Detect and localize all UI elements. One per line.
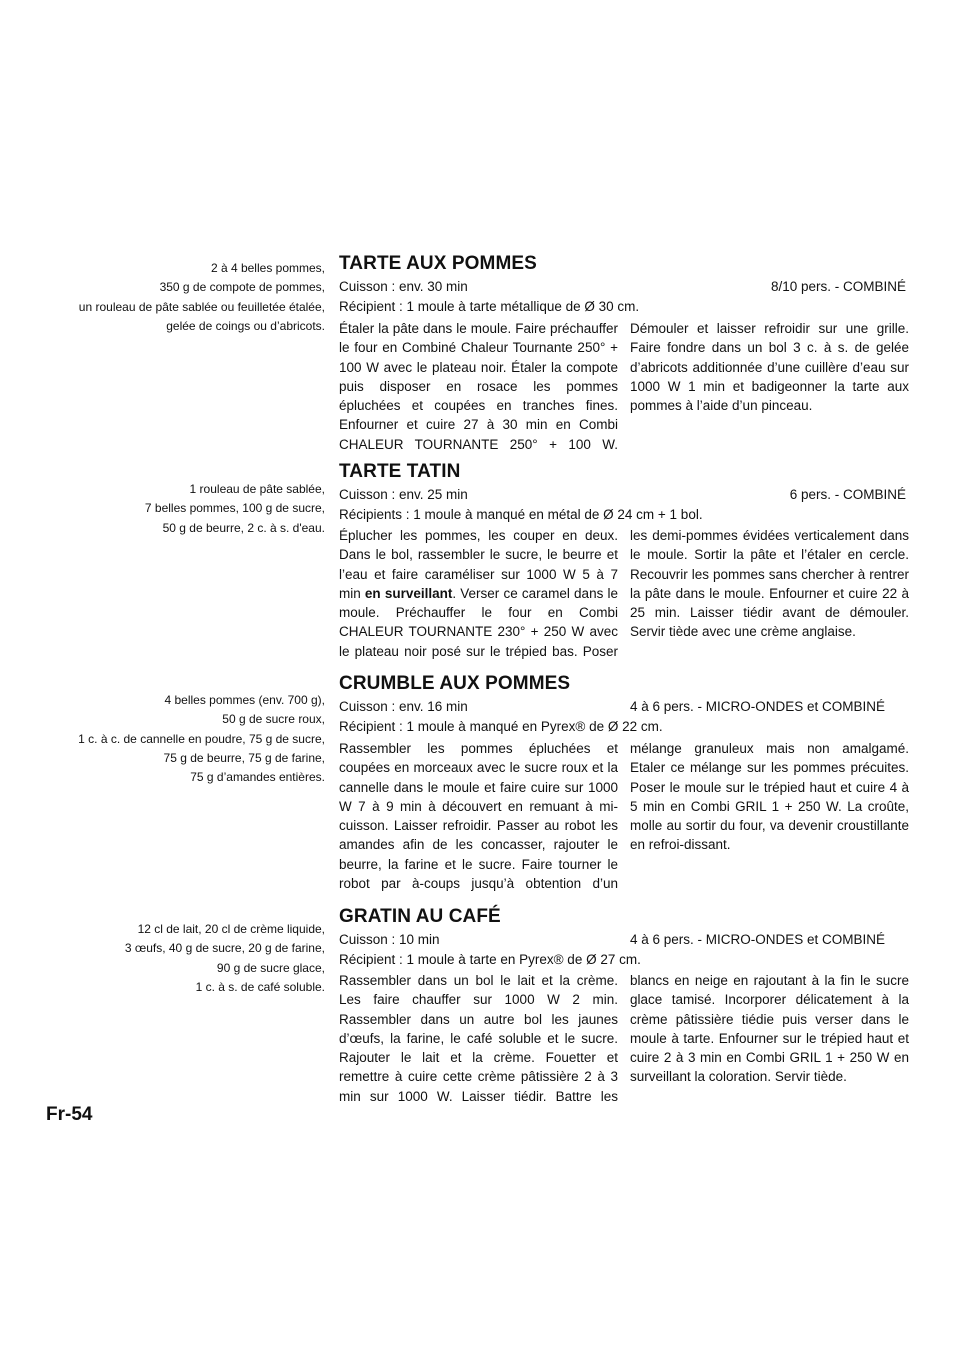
recipe-title: CRUMBLE AUX POMMES <box>339 673 571 694</box>
container-info: Récipient : 1 moule à manqué en Pyrex® de Ø 22 cm. <box>339 719 663 734</box>
container-info: Récipient : 1 moule à tarte métallique de Ø 30 cm. <box>339 299 640 314</box>
recipe-meta <box>339 930 906 970</box>
ingredient-line: 1 c. à s. de café soluble. <box>195 979 325 994</box>
container-info: Récipient : 1 moule à tarte en Pyrex® de Ø 27 cm. <box>339 952 641 967</box>
ingredient-line: un rouleau de pâte sablée ou feuilletée étalée, <box>78 299 325 314</box>
recipe-instructions <box>339 971 909 1107</box>
instructions-text-continued: . Verser ce caramel dans le moule. Préchauffer le four en Combi CHALEUR TOURNANTE 230° + 250 W avec le plateau noir posé sur le trépied bas. Poser les demi-pommes évidées verticalement dans le moule. Sortir la pâte et l’étaler en cercle. Recouvrir les pommes sans chercher à rentrer la pâte dans le moule. Enfourner et cuire 22 à 25 min. Laisser tiédir avant de démouler. Servir tiède avec une crème anglaise. <box>339 528 909 659</box>
page-number: Fr-54 <box>46 1104 93 1125</box>
ingredients-list <box>25 920 325 997</box>
cooking-time: Cuisson : 10 min <box>339 932 440 947</box>
cooking-time: Cuisson : env. 16 min <box>339 699 468 714</box>
ingredient-line: 75 g d’amandes entières. <box>190 770 325 785</box>
instructions-text: Rassembler dans un bol le lait et la crème. Les faire chauffer sur 1000 W 2 min. Rassembler dans un autre bol les jaunes d’œufs, la farine, le café soluble et le sucre. Rajouter le lait et la crème. Fouetter et remettre à cuire cette crème pâtissière 2 à 3 min sur 1000 W. Laisser tiédir. Battre les blancs en neige en rajoutant à la fin le sucre glace tamisé. Incorporer délicatement à la crème pâtissière tiédie puis verser dans le moule à tarte. Enfourner sur le trépied haut et cuire 2 à 3 min en Combi GRIL 1 + 250 W en surveillant la coloration. Servir tiède. <box>339 973 909 1104</box>
ingredient-line: 12 cl de lait, 20 cl de crème liquide, <box>137 922 325 936</box>
ingredient-line: 7 belles pommes, 100 g de sucre, <box>144 501 325 516</box>
recipe-meta <box>339 485 906 525</box>
emphasis-text: en surveillant <box>364 585 453 601</box>
ingredient-line: 50 g de beurre, 2 c. à s. d'eau. <box>162 520 325 535</box>
recipe-title: GRATIN AU CAFÉ <box>339 906 501 927</box>
recipe-meta <box>339 697 906 737</box>
ingredient-line: 4 belles pommes (env. 700 g), <box>164 693 325 707</box>
ingredients-list <box>25 691 325 787</box>
ingredients-list <box>25 259 325 336</box>
instructions-text: Éplucher les pommes, les couper en deux. Dans le bol, rassembler le sucre, le beurre et l’eau et faire caraméliser sur 1000 W 5 à 7 min <box>339 528 618 601</box>
instructions-text: Étaler la pâte dans le moule. Faire préchauffer le four en Combiné Chaleur Tournante 250° + 100 W avec le plateau noir. Étaler la compote puis disposer en rosace les pommes épluchées et coupées en tranches fines. Enfourner et cuire 27 à 30 min en Combi CHALEUR TOURNANTE 250° + 100 W. Démouler et laisser refroidir sur une grille. Faire fondre dans un bol 3 c. à s. de gelée d’abricots additionnée d’une cuillère d’eau sur 1000 W 1 min et badigeonner la tarte aux pommes à l’aide d’un pinceau. <box>339 321 909 452</box>
recipe-instructions <box>339 319 909 455</box>
ingredients-list <box>25 480 325 538</box>
servings-mode: 6 pers. - COMBINÉ <box>789 487 906 502</box>
ingredient-line: 3 œufs, 40 g de sucre, 20 g de farine, <box>124 941 325 956</box>
ingredient-line: 1 rouleau de pâte sablée, <box>189 482 325 496</box>
ingredient-line: gelée de coings ou d’abricots. <box>166 318 325 333</box>
ingredient-line: 2 à 4 belles pommes, <box>210 261 325 275</box>
recipe-instructions <box>339 526 909 662</box>
ingredient-line: 90 g de sucre glace, <box>216 960 325 975</box>
ingredient-line: 50 g de sucre roux, <box>222 712 325 727</box>
instructions-text: Rassembler les pommes épluchées et coupées en morceaux avec le sucre roux et la cannelle dans le moule et faire cuire sur 1000 W 7 à 9 min à découvert en remuant à mi-cuisson. Laisser refroidir. Passer au robot les amandes afin de les concasser, rajouter le beurre, la farine et le sucre. Faire tourner le robot par à-coups jusqu’à obtention d’un mélange granuleux mais non amalgamé. Etaler ce mélange sur les pommes précuites. Poser le moule sur le trépied haut et cuire 4 à 5 min en Combi GRIL 1 + 250 W. La croûte, molle au sortir du four, va devenir croustillante en refroi-dissant. <box>339 741 909 892</box>
recipe-meta <box>339 277 906 317</box>
recipe-instructions <box>339 739 909 894</box>
servings-mode: 4 à 6 pers. - MICRO-ONDES et COMBINÉ <box>630 932 886 947</box>
servings-mode: 8/10 pers. - COMBINÉ <box>770 279 906 294</box>
container-info: Récipients : 1 moule à manqué en métal de Ø 24 cm + 1 bol. <box>339 507 703 522</box>
ingredient-line: 1 c. à c. de cannelle en poudre, 75 g de sucre, <box>78 731 325 746</box>
ingredient-line: 350 g de compote de pommes, <box>159 280 325 295</box>
cooking-time: Cuisson : env. 25 min <box>339 487 468 502</box>
cooking-time: Cuisson : env. 30 min <box>339 279 468 294</box>
ingredient-line: 75 g de beurre, 75 g de farine, <box>163 750 325 765</box>
servings-mode: 4 à 6 pers. - MICRO-ONDES et COMBINÉ <box>630 699 886 714</box>
recipe-title: TARTE TATIN <box>339 461 461 482</box>
recipe-title: TARTE AUX POMMES <box>339 253 537 274</box>
